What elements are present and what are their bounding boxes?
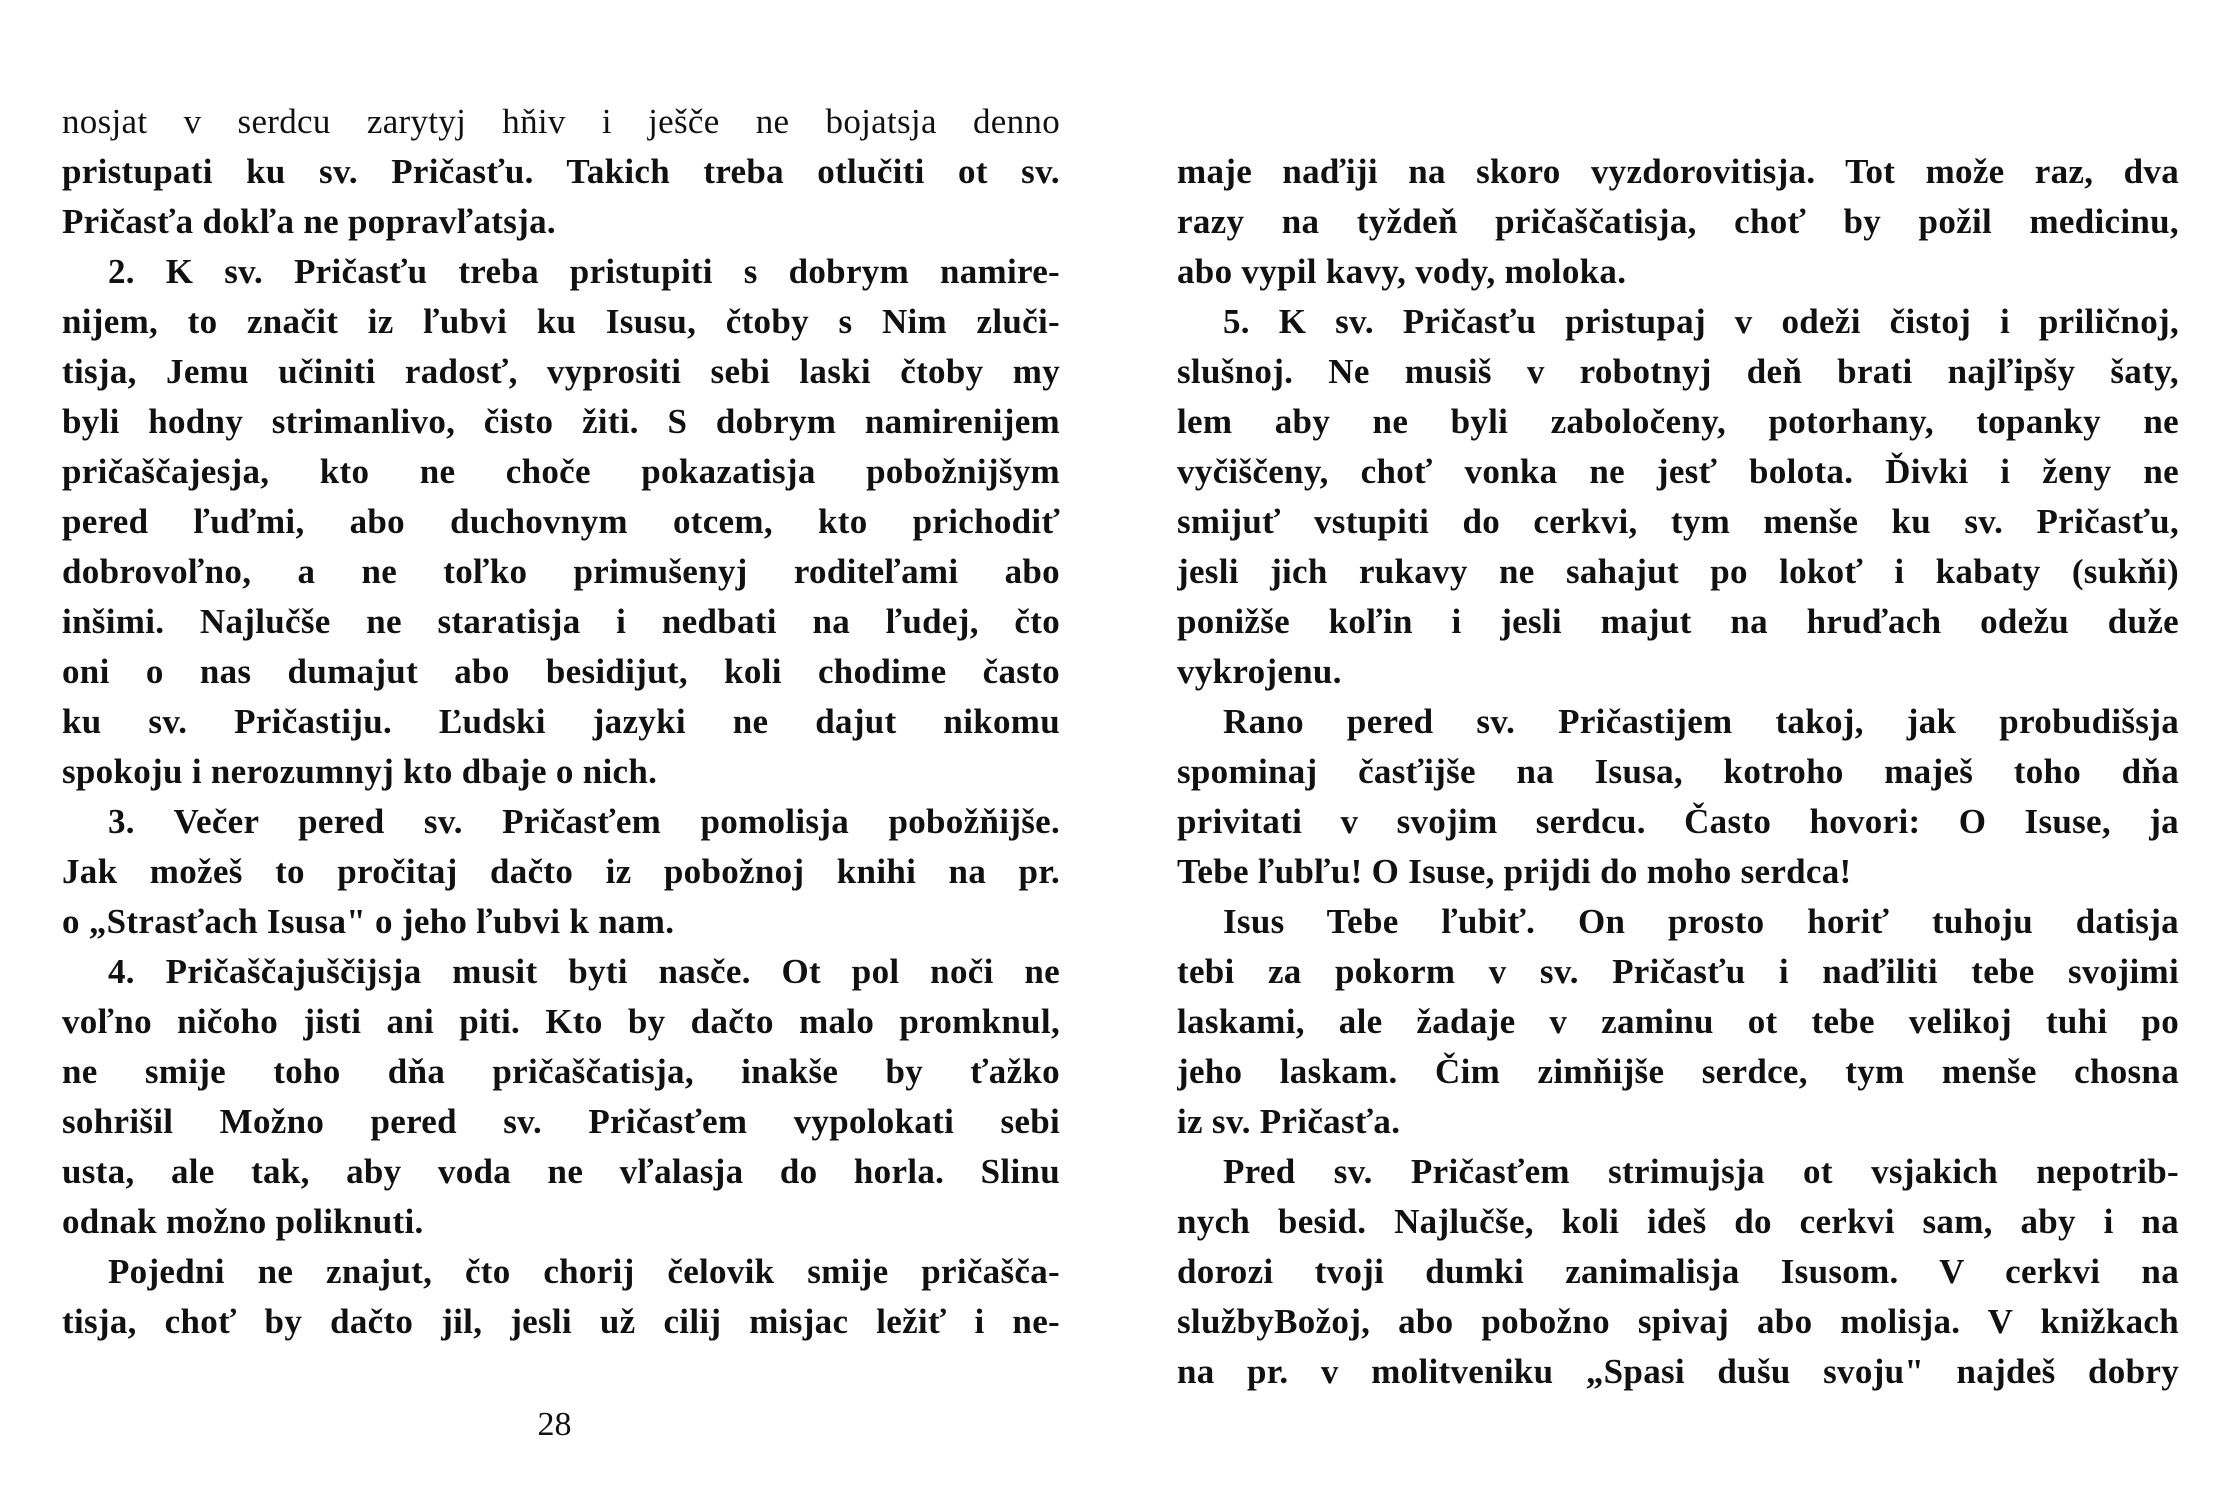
text-line: maje naďiji na skoro vyzdorovitisja. Tot može raz, dva	[1177, 152, 2179, 191]
text-line: spominaj časťijše na Isusa, kotroho maješ toho dňa	[1177, 752, 2179, 791]
text-line: 5. K sv. Pričasťu pristupaj v odeži čistoj i priličnoj,	[1223, 302, 2179, 341]
text-line: byli hodny strimanlivo, čisto žiti. S dobrym namirenijem	[62, 402, 1060, 441]
text-line: smijuť vstupiti do cerkvi, tym menše ku sv. Pričasťu,	[1177, 502, 2179, 541]
text-line: vykrojenu.	[1177, 652, 1342, 691]
text-line: laskami, ale žadaje v zaminu ot tebe velikoj tuhi po	[1177, 1002, 2179, 1041]
text-line: voľno ničoho jisti ani piti. Kto by dačto malo promknul,	[62, 1002, 1060, 1041]
text-line: 2. K sv. Pričasťu treba pristupiti s dobrym namire-	[108, 252, 1060, 291]
text-line: 4. Pričaščajuščijsja musit byti nasče. Ot pol noči ne	[108, 952, 1060, 991]
text-line: tisja, choť by dačto jil, jesli už cilij misjac ležiť i ne-	[62, 1302, 1060, 1341]
text-line: razy na tyždeň pričaščatisja, choť by požil medicinu,	[1177, 202, 2179, 241]
text-line: usta, ale tak, aby voda ne vľalasja do horla. Slinu	[62, 1152, 1060, 1191]
text-line: Rano pered sv. Pričastijem takoj, jak probudišsja	[1223, 702, 2179, 741]
text-line: sohrišil Možno pered sv. Pričasťem vypolokati sebi	[62, 1102, 1060, 1141]
text-line: pered ľuďmi, abo duchovnym otcem, kto prichodiť	[62, 502, 1060, 541]
text-line: jesli jich rukavy ne sahajut po lokoť i kabaty (sukňi)	[1177, 552, 2179, 591]
text-line: iz sv. Pričasťa.	[1177, 1102, 1401, 1141]
text-line: slušnoj. Ne musiš v robotnyj deň brati najľipšy šaty,	[1177, 352, 2179, 391]
text-line: nych besid. Najlučše, koli ideš do cerkvi sam, aby i na	[1177, 1202, 2179, 1241]
text-line: dorozi tvoji dumki zanimalisja Isusom. V cerkvi na	[1177, 1252, 2179, 1291]
text-line: Pred sv. Pričasťem strimujsja ot vsjakich nepotrib-	[1223, 1152, 2179, 1191]
text-line: na pr. v molitveniku „Spasi dušu svoju" najdeš dobry	[1177, 1352, 2179, 1391]
text-line: privitati v svojim serdcu. Často hovori: O Isuse, ja	[1177, 802, 2179, 841]
text-line: nijem, to značit iz ľubvi ku Isusu, čtoby s Nim zluči-	[62, 302, 1060, 341]
text-line: nosjat v serdcu zarytyj hňiv i ješče ne bojatsja denno	[62, 102, 1060, 141]
page-number: 28	[537, 1406, 572, 1443]
text-line: Isus Tebe ľubiť. On prosto horiť tuhoju datisja	[1223, 902, 2179, 941]
text-line: vyčiščeny, choť vonka ne jesť bolota. Ďivki i ženy ne	[1177, 452, 2179, 491]
text-line: pristupati ku sv. Pričasťu. Takich treba otlučiti ot sv.	[62, 152, 1060, 191]
text-line: abo vypil kavy, vody, moloka.	[1177, 252, 1627, 291]
text-line: odnak možno poliknuti.	[62, 1202, 424, 1241]
text-line: inšimi. Najlučše ne staratisja i nedbati na ľudej, čto	[62, 602, 1060, 641]
text-line: 3. Večer pered sv. Pričasťem pomolisja pobožňijše.	[108, 802, 1060, 841]
right-page	[1109, 0, 2218, 1500]
text-line: jeho laskam. Čim zimňijše serdce, tym menše chosna	[1177, 1052, 2179, 1091]
text-line: ponižše koľin i jesli majut na hruďach odežu duže	[1177, 602, 2179, 641]
text-line: oni o nas dumajut abo besidijut, koli chodime často	[62, 652, 1060, 691]
text-line: ku sv. Pričastiju. Ľudski jazyki ne dajut nikomu	[62, 702, 1060, 741]
text-line: o „Strasťach Isusa" o jeho ľubvi k nam.	[62, 902, 675, 941]
text-line: tebi za pokorm v sv. Pričasťu i naďiliti tebe svojimi	[1177, 952, 2179, 991]
text-line: spokoju i nerozumnyj kto dbaje o nich.	[62, 752, 658, 791]
text-line: pričaščajesja, kto ne choče pokazatisja pobožnijšym	[62, 452, 1060, 491]
text-line: ne smije toho dňa pričaščatisja, inakše by ťažko	[62, 1052, 1060, 1091]
text-line: lem aby ne byli zaboločeny, potorhany, topanky ne	[1177, 402, 2179, 441]
text-line: dobrovoľno, a ne toľko primušenyj roditeľami abo	[62, 552, 1060, 591]
text-line: Pojedni ne znajut, čto chorij čelovik smije pričašča-	[108, 1252, 1060, 1291]
text-line: Jak možeš to pročitaj dačto iz pobožnoj knihi na pr.	[62, 852, 1060, 891]
text-line: Tebe ľubľu! O Isuse, prijdi do moho serdca!	[1177, 852, 1852, 891]
text-line: Pričasťa dokľa ne popravľatsja.	[62, 202, 556, 241]
text-line: tisja, Jemu učiniti radosť, vyprositi sebi laski čtoby my	[62, 352, 1060, 391]
text-line: službyBožoj, abo pobožno spivaj abo molisja. V knižkach	[1177, 1302, 2179, 1341]
